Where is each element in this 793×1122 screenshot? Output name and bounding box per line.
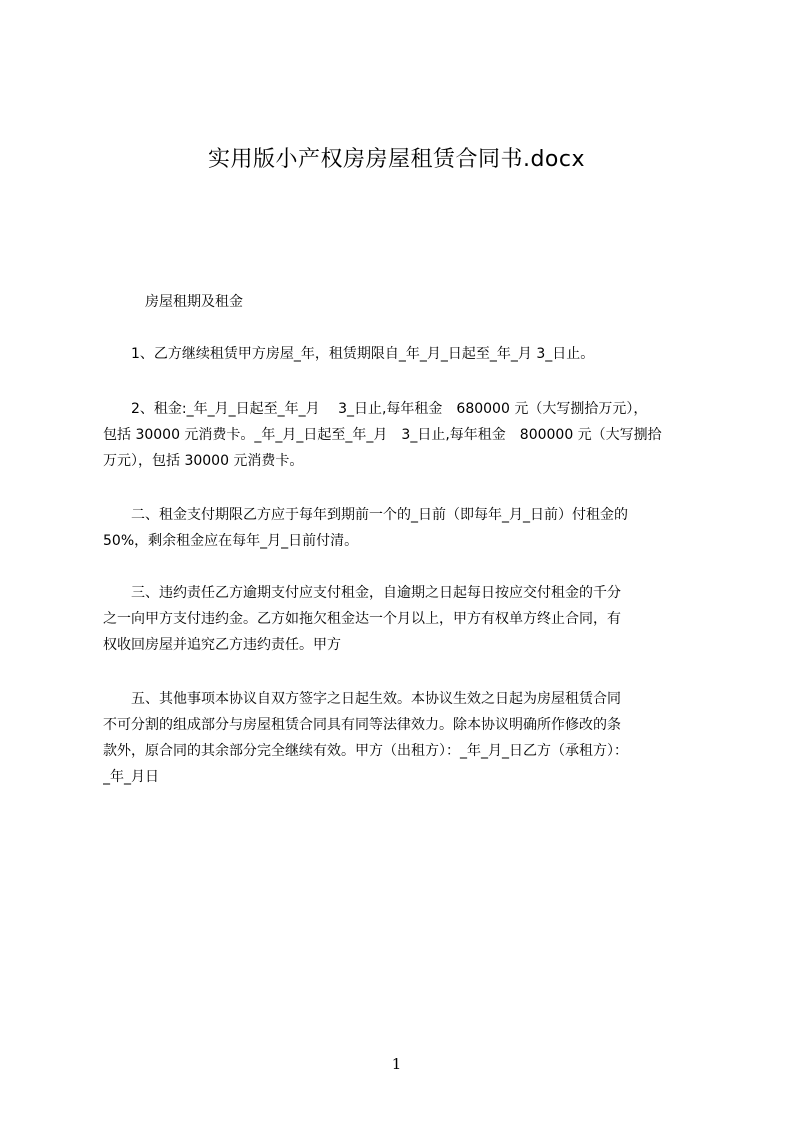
paragraph-line: 万元），包括 30000 元消费卡。 xyxy=(103,453,304,469)
paragraph-rent-amount xyxy=(103,396,703,474)
paragraph-line: 权收回房屋并追究乙方违约责任。甲方 xyxy=(103,637,341,653)
paragraph-rental-term-heading xyxy=(103,289,703,315)
paragraph-other-matters xyxy=(103,686,703,790)
paragraph-line: 2、租金:_年_月_日起至_年_月 3_日止,每年租金 680000 元（大写捌拾万元）， xyxy=(103,401,648,417)
paragraph-line: 50%，剩余租金应在每年_月_日前付清。 xyxy=(103,533,359,549)
paragraph-payment-deadline xyxy=(103,502,703,554)
paragraph-lease-period xyxy=(103,341,703,367)
paragraph-line: 之一向甲方支付违约金。乙方如拖欠租金达一个月以上，甲方有权单方终止合同，有 xyxy=(103,611,621,627)
page-number: 1 xyxy=(391,1055,402,1073)
paragraph-line: 二、租金支付期限乙方应于每年到期前一个的_日前（即每年_月_日前）付租金的 xyxy=(103,507,628,523)
paragraph-breach-liability xyxy=(103,580,703,658)
paragraph-line: 1、乙方继续租赁甲方房屋_年，租赁期限自_年_月_日起至_年_月 3_日止。 xyxy=(103,346,595,362)
paragraph-line: 款外，原合同的其余部分完全继续有效。甲方（出租方）：_年_月_日乙方（承租方）： xyxy=(103,743,628,759)
paragraph-line: 三、违约责任乙方逾期支付应支付租金，自逾期之日起每日按应交付租金的千分 xyxy=(103,585,621,601)
paragraph-line: 房屋租期及租金 xyxy=(103,294,243,310)
paragraph-line: _年_月日 xyxy=(103,769,159,785)
paragraph-line: 包括 30000 元消费卡。_年_月_日起至_年_月 3_日止,每年租金 800000 元（大写捌拾 xyxy=(103,427,662,443)
paragraph-line: 五、其他事项本协议自双方签字之日起生效。本协议生效之日起为房屋租赁合同 xyxy=(103,691,621,707)
document-title: 实用版小产权房房屋租赁合同书.docx xyxy=(207,147,586,172)
paragraph-line: 不可分割的组成部分与房屋租赁合同具有同等法律效力。除本协议明确所作修改的条 xyxy=(103,717,621,733)
